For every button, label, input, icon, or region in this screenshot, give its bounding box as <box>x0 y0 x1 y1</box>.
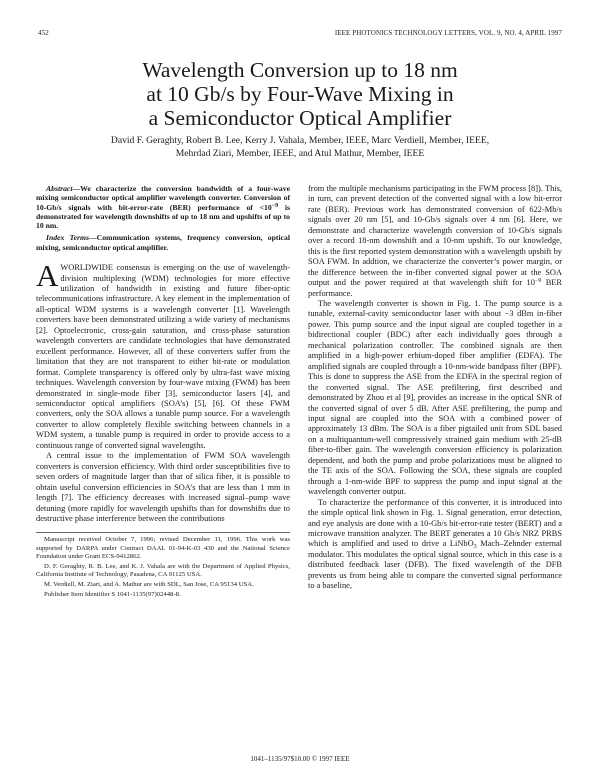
abstract-label: Abstract— <box>46 184 81 193</box>
right-column <box>308 184 562 592</box>
author-line: David F. Geraghty, Robert B. Lee, Kerry J. Vahala, Member, IEEE, Marc Verdiell, Member, IEEE, <box>110 135 490 146</box>
running-header <box>38 29 562 41</box>
footnote-rule <box>36 532 290 533</box>
body-paragraph: from the multiple mechanisms participating in the FWM process [8]). This, in turn, can prevent detection of the converted signal with a low bit-error rate (BER). Previous work has demonstrated conversion of 622-Mb/s signals over 20 nm [5], and 10-Gb/s signals over 4 nm [6]. Here, we demonstrate and characterize wavelength conversion of 10-Gb/s signals over a record 18-nm downshift and a 10-nm upshift. To our knowledge, this is the first reported system demonstration with a wavelength upshift by SOA FWM. In addtion, we characterize the converter’s power margin, or the difference between the in-fiber converted signal power at the SOA output and the power required at that wavelength shift for $10^{-9}$ BER performance. <box>308 184 562 298</box>
paper-title <box>60 58 540 130</box>
index-terms-label: Index Terms— <box>46 233 97 243</box>
abstract: Abstract—We characterize the conversion bandwidth of a four-wave mixing semiconductor optical amplifier wavelength converter. Conversion of 10-Gb/s signals with bit-error-rate (BER) performance of $<10^{-9}$ is demonstrated for wavelength downshifts of up to 18 nm and upshifts of up to 10 nm. <box>36 184 290 231</box>
footnote-identifier: Publisher Item Identifier S 1041-1135(97)02448-8. <box>44 590 181 598</box>
title-line: at 10 Gb/s by Four-Wave Mixing in <box>146 82 454 106</box>
dropcap: A <box>36 258 59 294</box>
index-terms: Index Terms—Communication systems, frequency conversion, optical mixing, semiconductor optical amplifier. <box>36 233 290 252</box>
author-list <box>40 135 560 160</box>
body-paragraph: The wavelength converter is shown in Fig. 1. The pump source is a tunable, external-cavity semiconductor laser with about −3 dBm in-fiber power. This pump source and the input signal are coupled together in a bidirectional coupler (BDC) after each individually goes through a mechanical polarization controller. The combined signals are then amplified in a high-power erbium-doped fiber amplifier (EDFA). The amplified signals are coupled through a 10-nm-wide bandpass filter (BPF). This is done to suppress the ASE from the EDFA in the spectral region of the converted signal. The ASE prefiltering, first described and demonstrated by Zhou et al [9], provides an increase in the optical SNR of the converted signal of over 5 dB. After ASE prefiltering, the pump and input signal are coupled into the SOA with a combined power of approximately 13 dBm. The SOA is a fiber pigtailed unit from SDL based on a multiquantum-well compressively strained gain medium with 25-dB fiber-to-fiber gain. The wavelength conversion efficiency is polarization dependent, and both the pump and probe polarizations must be aligned to the TE axis of the SOA. Following the SOA, these signals are coupled through a 1-nm-wide BPF to suppress the pump and input signal at the wavelength converter output. <box>308 298 562 497</box>
footnote-affiliation: D. F. Geraghty, R. B. Lee, and K. J. Vahala are with the Department of Applied Physics, California Institute of Technology, Pasadena, CA 91125 USA. <box>36 562 290 578</box>
title-line: Wavelength Conversion up to 18 nm <box>142 58 458 82</box>
journal-header: IEEE PHOTONICS TECHNOLOGY LETTERS, VOL. 9, NO. 4, APRIL 1997 <box>334 29 562 37</box>
left-column <box>36 184 290 599</box>
copyright-footer: 1041–1135/97$10.00 © 1997 IEEE <box>250 755 350 763</box>
intro-paragraph: AWORLDWIDE consensus is emerging on the use of wavelength-division multiplexing (WDM) technologies for more effective utilization of bandwidth in existing and future fiber-optic telecommunications infrastructure. A key element in the implementation of all-optical WDM systems is a wavelength converter [1]. Wavelength converters have been demonstrated utilizing a wide variety of mechanisms [2]. Optoelectronic, cross-gain saturation, and cross-phase saturation wavelength converters are candidate technologies that have demonstrated excellent performance. However, all of these converters suffer from the limitation that they are not transparent to either bit-rate or modulation format. Complete transparency is offered only by ultra-fast wave mixing techniques. Wavelength conversion by four-wave mixing (FWM) has been demonstrated in single-mode fiber [3], semiconductor lasers [4], and semiconductor optical amplifiers (SOA’s) [5], [6]. Of these FWM converters, only the SOA allows a tunable pump source. For a wavelength converter to allow completely flexible switching between channels in a WDM system, a tunable pump is required in order to provide access to a continuous range of converted signal wavelengths. <box>36 258 290 450</box>
footnote-affiliation: M. Verdiell, M. Ziari, and A. Mathur are with SDL, San Jose, CA 95134 USA. <box>44 580 254 588</box>
title-line: a Semiconductor Optical Amplifier <box>148 106 452 130</box>
body-paragraph: A central issue to the implementation of FWM SOA wavelength converters is conversion efficiency. With third order susceptibilities five to seven orders of magnitude larger than that of silica fiber, it is possible to obtain useful conversion efficiencies in SOA’s that are less than 1 mm in length [7]. The efficiency decreases with increased signal–pump wave detuning (more rapidly for wavelength upshifts than for downshifts due to destructive phase interference between the contributions <box>36 451 290 523</box>
body-paragraph: To characterize the performance of this converter, it is introduced into the simple optical link shown in Fig. 1. Signal generation, error detection, and eye analysis are done with a 10-Gb/s bit-error-rate tester (BERT) and a microwave transition analyzer. The BERT generates a 10 Gb/s NRZ PRBS which is amplified and used to drive a LiNbO$_3$ Mach–Zehnder external modulator. This modulates the optical signal source, which in this case is a distributed feedback laser (DFB). The fixed wavelength of the DFB prevents us from being able to compare the converted signal performance to a baseline, <box>308 497 562 591</box>
page-number: 452 <box>38 29 49 37</box>
author-line: Mehrdad Ziari, Member, IEEE, and Atul Mathur, Member, IEEE <box>175 147 425 159</box>
footnote-manuscript: Manuscript received October 7, 1996; revised December 11, 1996. This work was supported by DARPA under Contract DAAL 01-94-K-03 430 and the National Science Foundation under Grant ECS-9412862. <box>36 536 290 560</box>
